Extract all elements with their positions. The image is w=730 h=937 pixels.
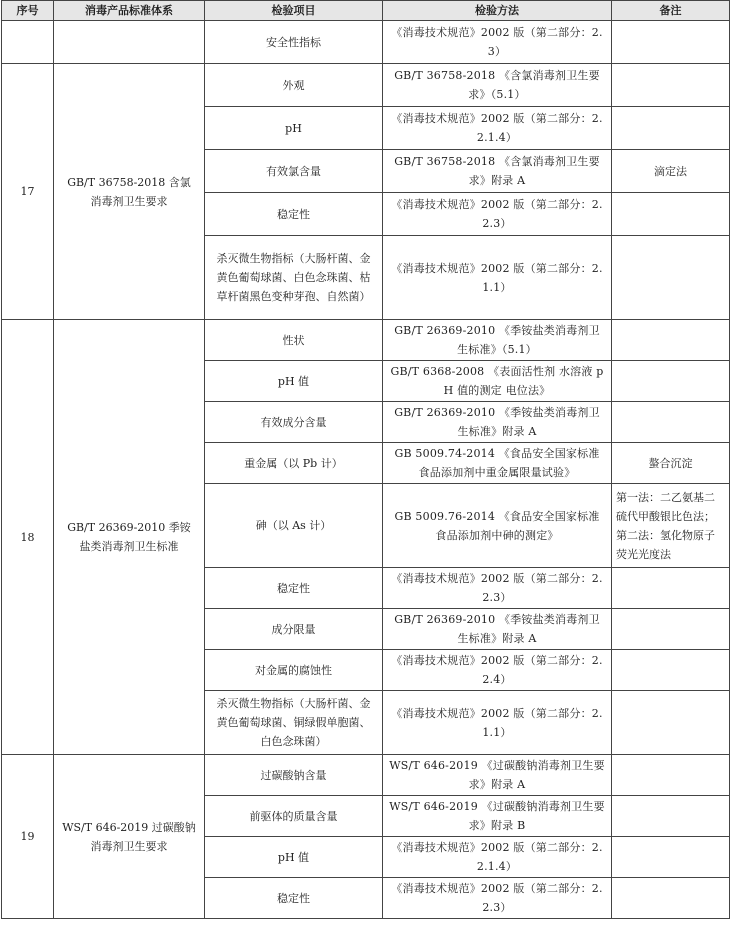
cell-method: GB 5009.74-2014 《食品安全国家标准 食品添加剂中重金属限量试验》 [383,443,612,484]
cell-item: pH 值 [205,837,383,878]
cell-item: pH [205,107,383,150]
cell-remark [612,796,730,837]
cell-item: 杀灭微生物指标（大肠杆菌、金黄色葡萄球菌、铜绿假单胞菌、白色念珠菌） [205,691,383,755]
cell-remark [612,107,730,150]
cell-remark: 第一法：二乙氨基二硫代甲酸银比色法；第二法：氢化物原子荧光光度法 [612,484,730,568]
header-item: 检验项目 [205,1,383,21]
cell-no: 18 [2,320,54,755]
cell-item: 杀灭微生物指标（大肠杆菌、金黄色葡萄球菌、白色念珠菌、枯草杆菌黑色变种芽孢、自然菌） [205,236,383,320]
cell-method: 《消毒技术规范》2002 版（第二部分：2.3） [383,21,612,64]
cell-item: 稳定性 [205,878,383,919]
cell-method: GB/T 26369-2010 《季铵盐类消毒剂卫生标准》附录 A [383,609,612,650]
cell-remark [612,193,730,236]
header-method: 检验方法 [383,1,612,21]
cell-item: 过碳酸钠含量 [205,755,383,796]
cell-item: 稳定性 [205,568,383,609]
header-remark: 备注 [612,1,730,21]
table-row [2,755,730,796]
cell-remark [612,691,730,755]
table-row [2,21,730,64]
cell-item: 砷（以 As 计） [205,484,383,568]
cell-item: 有效成分含量 [205,402,383,443]
cell-item: pH 值 [205,361,383,402]
cell-method: GB 5009.76-2014 《食品安全国家标准 食品添加剂中砷的测定》 [383,484,612,568]
cell-method: 《消毒技术规范》2002 版（第二部分：2.1.1） [383,236,612,320]
cell-remark [612,21,730,64]
cell-item: 重金属（以 Pb 计） [205,443,383,484]
cell-no: 17 [2,64,54,320]
cell-method: 《消毒技术规范》2002 版（第二部分：2.2.3） [383,878,612,919]
cell-method: WS/T 646-2019 《过碳酸钠消毒剂卫生要求》附录 B [383,796,612,837]
cell-remark [612,402,730,443]
cell-remark [612,755,730,796]
cell-no: 19 [2,755,54,919]
cell-remark: 螯合沉淀 [612,443,730,484]
header-standard: 消毒产品标准体系 [54,1,205,21]
cell-method: GB/T 36758-2018 《含氯消毒剂卫生要求》附录 A [383,150,612,193]
cell-method: GB/T 26369-2010 《季铵盐类消毒剂卫生标准》（5.1） [383,320,612,361]
cell-item: 安全性指标 [205,21,383,64]
cell-standard: GB/T 36758-2018 含氯消毒剂卫生要求 [54,64,205,320]
cell-method: GB/T 26369-2010 《季铵盐类消毒剂卫生标准》附录 A [383,402,612,443]
cell-item: 外观 [205,64,383,107]
cell-method: 《消毒技术规范》2002 版（第二部分：2.2.3） [383,193,612,236]
cell-standard: GB/T 26369-2010 季铵盐类消毒剂卫生标准 [54,320,205,755]
cell-no [2,21,54,64]
cell-method: 《消毒技术规范》2002 版（第二部分：2.2.1.4） [383,107,612,150]
cell-method: 《消毒技术规范》2002 版（第二部分：2.2.4） [383,650,612,691]
cell-remark [612,361,730,402]
cell-item: 性状 [205,320,383,361]
cell-method: GB/T 6368-2008 《表面活性剂 水溶液 pH 值的测定 电位法》 [383,361,612,402]
table-row [2,320,730,361]
cell-item: 成分限量 [205,609,383,650]
cell-remark [612,236,730,320]
cell-item: 有效氯含量 [205,150,383,193]
header-no: 序号 [2,1,54,21]
cell-method: 《消毒技术规范》2002 版（第二部分：2.2.3） [383,568,612,609]
cell-remark [612,878,730,919]
cell-method: 《消毒技术规范》2002 版（第二部分：2.1.1） [383,691,612,755]
cell-standard [54,21,205,64]
cell-remark [612,64,730,107]
cell-remark: 滴定法 [612,150,730,193]
cell-item: 稳定性 [205,193,383,236]
inspection-standards-table [1,0,730,919]
cell-standard: WS/T 646-2019 过碳酸钠消毒剂卫生要求 [54,755,205,919]
cell-method: WS/T 646-2019 《过碳酸钠消毒剂卫生要求》附录 A [383,755,612,796]
cell-method: GB/T 36758-2018 《含氯消毒剂卫生要求》（5.1） [383,64,612,107]
cell-item: 前驱体的质量含量 [205,796,383,837]
cell-item: 对金属的腐蚀性 [205,650,383,691]
cell-remark [612,837,730,878]
table-row [2,64,730,107]
header-row [2,1,730,21]
cell-remark [612,650,730,691]
cell-remark [612,568,730,609]
cell-remark [612,609,730,650]
cell-method: 《消毒技术规范》2002 版（第二部分：2.2.1.4） [383,837,612,878]
cell-remark [612,320,730,361]
